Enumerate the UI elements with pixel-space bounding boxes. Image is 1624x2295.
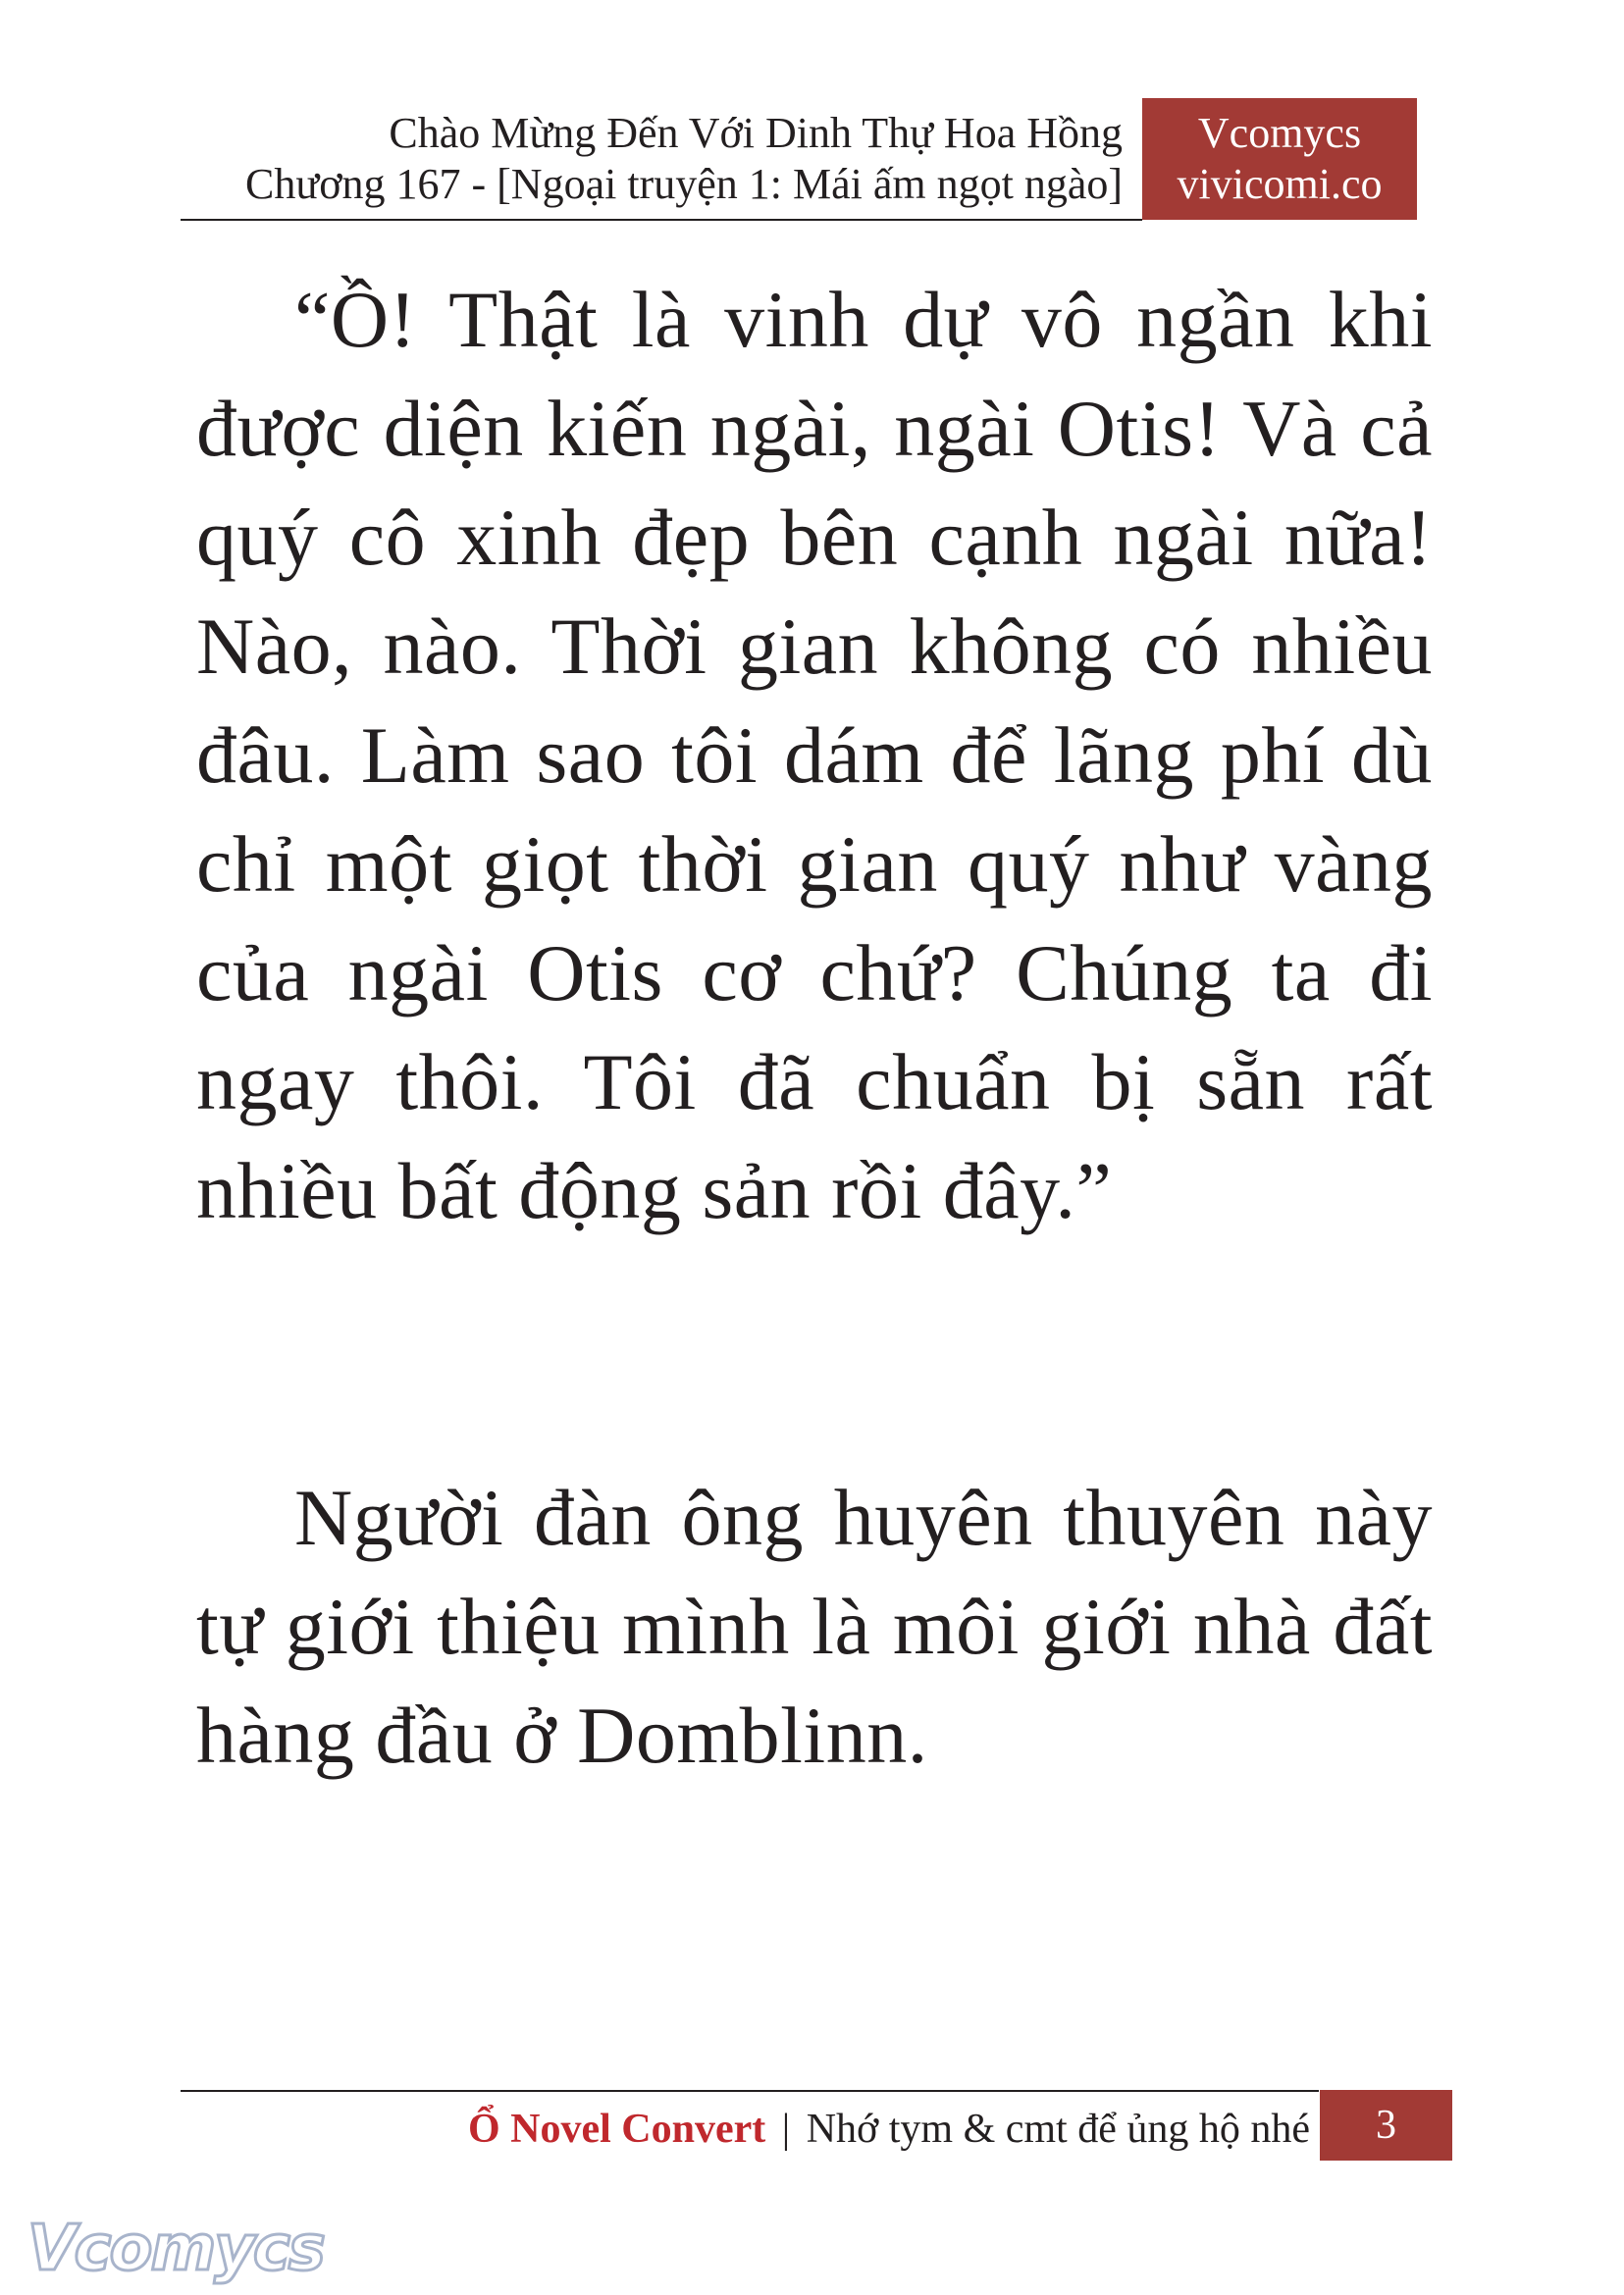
site-badge-name: Vcomycs — [1197, 109, 1362, 157]
book-title: Chào Mừng Đến Với Dinh Thự Hoa Hồng — [389, 109, 1123, 157]
footer-separator: | — [781, 2107, 791, 2152]
page-number: 3 — [1320, 2090, 1452, 2161]
page-header — [181, 98, 1417, 220]
chapter-content — [196, 265, 1433, 1790]
header-titles — [245, 108, 1123, 210]
paragraph-dialogue: “Ồ! Thật là vinh dự vô ngần khi được diện kiến ngài, ngài Otis! Và cả quý cô xinh đẹp bên cạnh ngài nữa! Nào, nào. Thời gian không có nhiều đâu. Làm sao tôi dám để lãng phí dù chỉ một giọt thời gian quý như vàng của ngài Otis cơ chứ? Chúng ta đi ngay thôi. Tôi đã chuẩn bị sẵn rất nhiều bất động sản rồi đây.” — [196, 275, 1433, 1235]
footer-brand: Ổ Novel Convert — [467, 2107, 766, 2152]
footer-divider — [181, 2090, 1319, 2092]
chapter-title: Chương 167 - [Ngoại truyện 1: Mái ấm ngọt ngào] — [245, 160, 1123, 208]
paragraph-narration: Người đàn ông huyên thuyên này tự giới thiệu mình là môi giới nhà đất hàng đầu ở Domblinn. — [196, 1473, 1433, 1780]
header-divider — [181, 219, 1142, 221]
site-badge-url: vivicomi.co — [1177, 160, 1383, 208]
watermark-logo: Vcomycs — [27, 2213, 324, 2285]
site-badge — [1142, 98, 1417, 220]
footer-message: Nhớ tym & cmt để ủng hộ nhé — [806, 2107, 1310, 2152]
page-footer — [468, 2098, 1310, 2161]
